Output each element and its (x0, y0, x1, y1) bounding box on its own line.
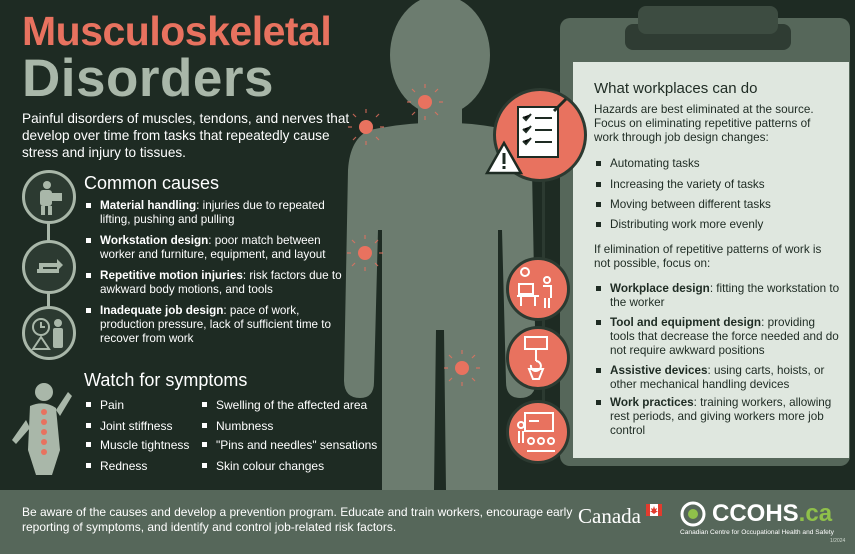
cause-item (100, 234, 350, 262)
cause-item-text: : risk factors due to awkward body motions, and tools (100, 269, 342, 296)
warning-icon (484, 140, 524, 176)
title-line1: Musculoskeletal (22, 8, 332, 54)
ccohs-wordmark (712, 500, 832, 528)
workplace-list-item (610, 178, 765, 191)
cause-item-bold: Workstation design (100, 234, 209, 247)
symptom-label: Skin colour changes (216, 459, 325, 473)
causes-heading: Common causes (84, 173, 220, 193)
workplace-list-label: Increasing the variety of tasks (610, 178, 765, 191)
focus-item-bold: Workplace design (610, 282, 710, 295)
back-pain-icon (6, 380, 78, 480)
footer-text: Be aware of the causes and develop a prevention program. Educate and train workers, encourage early reporting of symptoms, and identify and control job-related risk factors. (22, 505, 573, 534)
workstation-icon (506, 257, 570, 321)
focus-item-bold: Tool and equipment design (610, 316, 762, 329)
workplace-list-item (610, 218, 763, 231)
workplace-focus-item (610, 316, 842, 358)
symptom-label: Numbness (216, 419, 274, 433)
symptom-label: Joint stiffness (100, 419, 173, 433)
workplace-list-item (610, 198, 771, 211)
symptom-label: Muscle tightness (100, 438, 190, 452)
cause-item (100, 269, 350, 297)
cause-item-bold: Inadequate job design (100, 304, 224, 317)
workplaces-intro2: If elimination of repetitive patterns of work is not possible, focus on: (594, 243, 822, 270)
workplace-focus-item (610, 396, 842, 438)
focus-item-text: : fitting the workstation to the worker (610, 282, 840, 309)
canada-wordmark: Canada (578, 504, 641, 528)
symptom-item (100, 438, 189, 452)
focus-item-text: : using carts, hoists, or other mechanical handling devices (610, 364, 825, 391)
cause-item-text: : injuries due to repeated lifting, pushing and pulling (100, 199, 325, 226)
focus-item-bold: Work practices (610, 396, 694, 409)
document-code: 1/2024 (830, 538, 846, 544)
pain-point-elbow (358, 246, 372, 260)
workplace-list-label: Automating tasks (610, 157, 700, 170)
workplace-list-label: Distributing work more evenly (610, 218, 764, 231)
symptom-item (216, 459, 324, 473)
cause-item-bold: Repetitive motion injuries (100, 269, 243, 282)
symptom-label: "Pins and needles" sensations (216, 438, 378, 452)
ccohs-subtitle: Canadian Centre for Occupational Health and Safety (680, 529, 834, 536)
symptom-label: Redness (100, 459, 148, 473)
workplace-focus-item (610, 282, 842, 310)
symptom-item (100, 398, 124, 412)
symptom-item (100, 419, 172, 433)
pain-point-neck (418, 95, 432, 109)
workplaces-title: What workplaces can do (594, 80, 758, 97)
symptom-item (100, 459, 147, 473)
cause-item-text: : poor match between worker and furniture, equipment, and layout (100, 234, 326, 261)
focus-item-bold: Assistive devices (610, 364, 708, 377)
cause-item (100, 199, 350, 227)
pain-point-knee (455, 361, 469, 375)
pain-point-shoulder (359, 120, 373, 134)
title-line2: Disorders (22, 49, 274, 108)
ccohs-logo-icon (680, 501, 710, 527)
cause-item (100, 304, 350, 346)
workplaces-intro: Hazards are best eliminated at the source. Focus on eliminating repetitive patterns of work through job design changes: (594, 103, 814, 144)
symptom-label: Swelling of the affected area (216, 398, 368, 412)
maple-leaf-icon (646, 504, 662, 516)
lifting-worker-icon (22, 170, 76, 224)
workplace-focus-item (610, 364, 842, 392)
symptom-item (216, 398, 367, 412)
focus-item-text: : training workers, allowing rest periods, and giving workers more job control (610, 396, 832, 437)
intro-text: Painful disorders of muscles, tendons, and nerves that develop over time from tasks that repeatedly cause stress and injury to tissues. (22, 111, 350, 160)
hoist-hook-icon (506, 326, 570, 390)
workplace-list-item (610, 157, 700, 170)
clipboard-clip (638, 6, 778, 34)
symptom-label: Pain (100, 398, 125, 412)
cause-item-bold: Material handling (100, 199, 197, 212)
training-icon (506, 400, 570, 464)
ccohs-suffix: .ca (798, 500, 833, 527)
repeat-arrows-icon (22, 240, 76, 294)
focus-item-text: : providing tools that decrease the force needed and do not require awkward positions (610, 316, 839, 357)
clock-warning-icon (22, 306, 76, 360)
symptoms-heading: Watch for symptoms (84, 370, 248, 390)
cause-item-text: : pace of work, production pressure, lack of sufficient time to recover from work (100, 304, 332, 345)
symptom-item (216, 438, 377, 452)
ccohs-name: CCOHS (712, 500, 799, 527)
symptom-item (216, 419, 273, 433)
workplace-list-label: Moving between different tasks (610, 198, 771, 211)
